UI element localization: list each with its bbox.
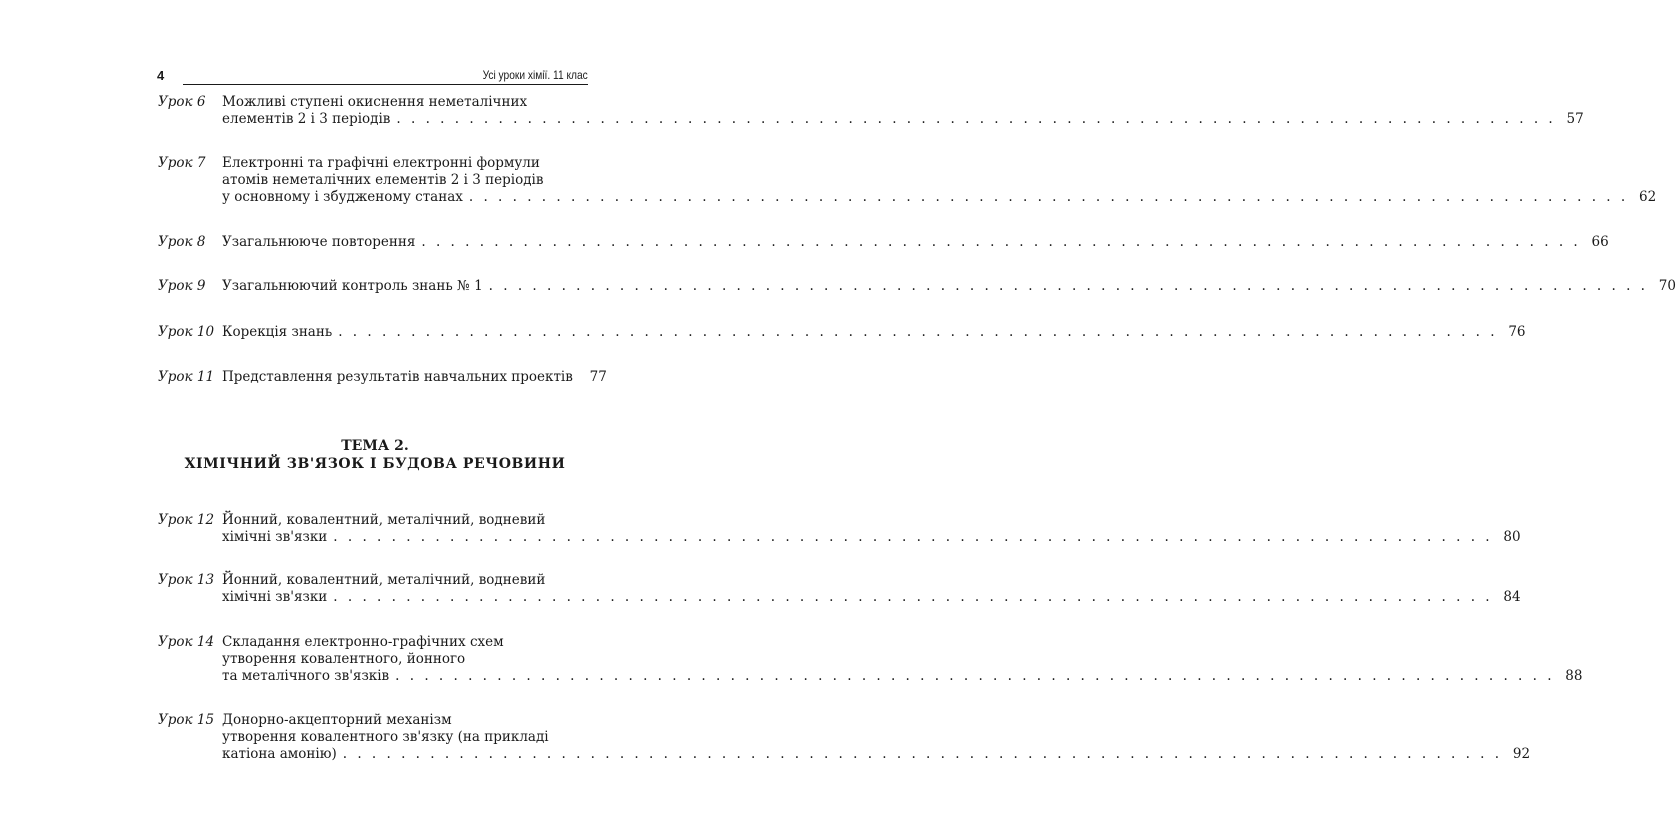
lesson-number: Урок 15 — [158, 712, 215, 728]
lesson-title-text: елементів 2 і 3 періодів — [222, 111, 391, 127]
lesson-title-text: Узагальнююче повторення — [222, 234, 416, 250]
header-rule — [183, 84, 588, 85]
lesson-title-line — [222, 189, 1657, 206]
page-reference: 80 — [1503, 529, 1521, 545]
lesson-title-text: хімічні зв'язки — [222, 529, 328, 545]
lesson-title-line: утворення ковалентного, йонного — [222, 651, 466, 667]
lesson-title-line — [222, 589, 1521, 606]
dot-leader: . . . . . . . . . . . . . . . . . . . . . . . . . . . . . . . . . . . . . . . . . . . . . . . . . . . . . . . . . . . . . . . . . . . . . . . . . . . . . . . . — [395, 668, 1555, 684]
page-reference: 62 — [1639, 189, 1657, 205]
lesson-title-line: Донорно-акцепторний механізм — [222, 712, 452, 728]
lesson-title-text: катіона амонію) — [222, 746, 337, 762]
lesson-title — [222, 278, 1676, 295]
dot-leader: . . . . . . . . . . . . . . . . . . . . . . . . . . . . . . . . . . . . . . . . . . . . . . . . . . . . . . . . . . . . . . . . . . . . . . . . . . . . . . . . — [333, 529, 1493, 545]
lesson-title-line — [222, 746, 1531, 763]
lesson-title-line — [222, 668, 1583, 685]
lesson-title-text: та металічного зв'язків — [222, 668, 390, 684]
section-heading: ТЕМА 2. — [341, 438, 409, 454]
dot-leader: . . . . . . . . . . . . . . . . . . . . . . . . . . . . . . . . . . . . . . . . . . . . . . . . . . . . . . . . . . . . . . . . . . . . . . . . . . . . . . . . — [338, 324, 1498, 340]
lesson-title-line: Йонний, ковалентний, металічний, водневий — [222, 572, 546, 588]
lesson-title-text: Корекція знань — [222, 324, 333, 340]
lesson-number: Урок 11 — [158, 369, 215, 385]
lesson-title — [222, 234, 1609, 251]
lesson-title-line — [222, 111, 1584, 128]
lesson-title-text: Представлення результатів навчальних проектів — [222, 369, 573, 385]
dot-leader: . . . . . . . . . . . . . . . . . . . . . . . . . . . . . . . . . . . . . . . . . . . . . . . . . . . . . . . . . . . . . . . . . . . . . . . . . . . . . . . . — [421, 234, 1581, 250]
lesson-number: Урок 6 — [158, 94, 206, 110]
lesson-number: Урок 9 — [158, 278, 206, 294]
lesson-number: Урок 10 — [158, 324, 215, 340]
lesson-title-line — [222, 234, 1609, 251]
page-reference: 77 — [589, 369, 607, 385]
lesson-title — [222, 155, 1657, 206]
lesson-title-line — [222, 529, 1521, 546]
lesson-title — [222, 94, 1584, 128]
lesson-title-line — [222, 324, 1526, 341]
lesson-title-text: у основному і збудженому станах — [222, 189, 463, 205]
lesson-title-line: Можливі ступені окиснення неметалічних — [222, 94, 528, 110]
section-title: ХІМІЧНИЙ ЗВ'ЯЗОК І БУДОВА РЕЧОВИНИ — [184, 456, 566, 472]
dot-leader: . . . . . . . . . . . . . . . . . . . . . . . . . . . . . . . . . . . . . . . . . . . . . . . . . . . . . . . . . . . . . . . . . . . . . . . . . . . . . . . . — [342, 746, 1503, 762]
lesson-title — [222, 512, 1521, 546]
dot-leader: . . . . . . . . . . . . . . . . . . . . . . . . . . . . . . . . . . . . . . . . . . . . . . . . . . . . . . . . . . . . . . . . . . . . . . . . . . . . . . . . — [396, 111, 1556, 127]
page-reference: 57 — [1566, 111, 1584, 127]
lesson-title-text: Узагальнюючий контроль знань № 1 — [222, 278, 483, 294]
lesson-title-line: утворення ковалентного зв'язку (на прикладі — [222, 729, 549, 745]
lesson-number: Урок 7 — [158, 155, 206, 171]
lesson-title-line: атомів неметалічних елементів 2 і 3 періодів — [222, 172, 544, 188]
lesson-title-line — [222, 278, 1676, 295]
lesson-title — [222, 369, 607, 386]
dot-leader: . . . . . . . . . . . . . . . . . . . . . . . . . . . . . . . . . . . . . . . . . . . . . . . . . . . . . . . . . . . . . . . . . . . . . . . . . . . . . . . . — [488, 278, 1648, 294]
page-reference: 66 — [1591, 234, 1609, 250]
lesson-number: Урок 13 — [158, 572, 215, 588]
running-title: Усі уроки хімії. 11 клас — [482, 68, 588, 82]
lesson-number: Урок 12 — [158, 512, 215, 528]
lesson-title — [222, 712, 1531, 763]
page-reference: 92 — [1512, 746, 1531, 762]
lesson-title-line: Складання електронно-графічних схем — [222, 634, 504, 650]
dot-leader: . . . . . . . . . . . . . . . . . . . . . . . . . . . . . . . . . . . . . . . . . . . . . . . . . . . . . . . . . . . . . . . . . . . . . . . . . . . . . . . . — [468, 189, 1629, 205]
lesson-title-line — [222, 369, 607, 386]
lesson-title — [222, 634, 1583, 685]
lesson-title — [222, 572, 1521, 606]
lesson-number: Урок 8 — [158, 234, 206, 250]
page-reference: 84 — [1503, 589, 1521, 605]
lesson-title-line: Йонний, ковалентний, металічний, водневий — [222, 512, 546, 528]
lesson-title — [222, 324, 1526, 341]
lesson-title-text: хімічні зв'язки — [222, 589, 328, 605]
page-reference: 88 — [1565, 668, 1583, 684]
page-reference: 70 — [1658, 278, 1676, 294]
page-number: 4 — [157, 68, 165, 83]
dot-leader: . . . . . . . . . . . . . . . . . . . . . . . . . . . . . . . . . . . . . . . . . . . . . . . . . . . . . . . . . . . . . . . . . . . . . . . . . . . . . . . . — [333, 589, 1493, 605]
lesson-title-line: Електронні та графічні електронні формули — [222, 155, 540, 171]
page-reference: 76 — [1508, 324, 1526, 340]
lesson-number: Урок 14 — [158, 634, 215, 650]
running-header — [155, 66, 588, 86]
